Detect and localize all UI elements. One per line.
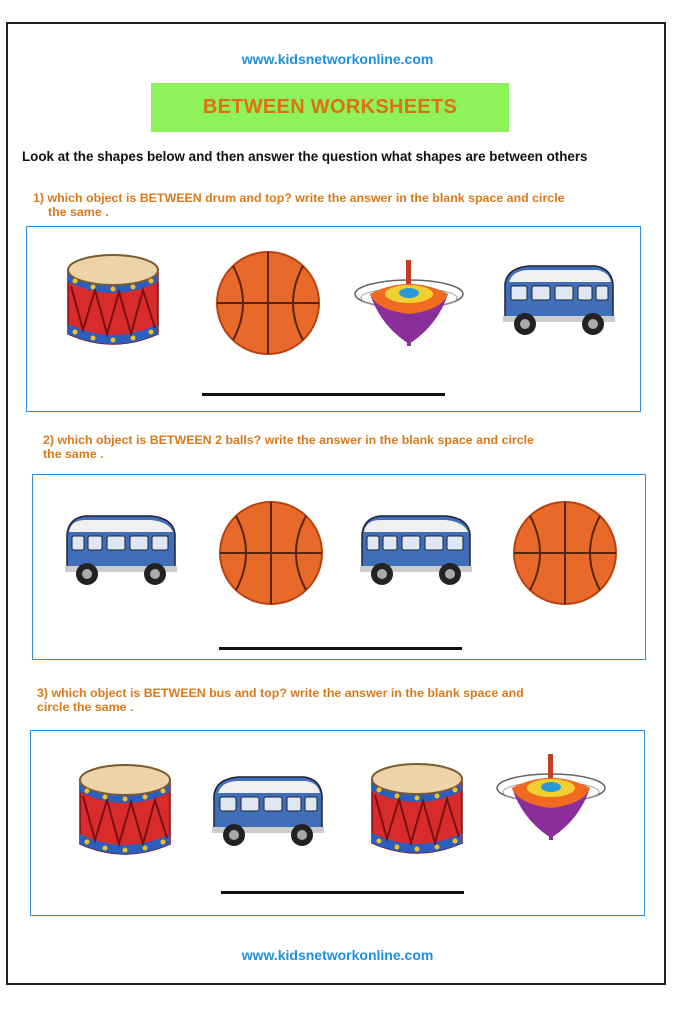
title-banner [151, 83, 509, 132]
drum-icon[interactable] [367, 757, 467, 861]
question-1-line2: the same . [48, 205, 109, 219]
site-url-top[interactable]: www.kidsnetworkonline.com [241, 51, 434, 67]
answer-line-3[interactable] [221, 891, 464, 894]
drum-icon[interactable] [63, 248, 163, 352]
question-3-line2: circle the same . [37, 700, 134, 714]
page-title: BETWEEN WORKSHEETS [202, 96, 458, 118]
question-2 [43, 433, 534, 461]
spinning-top-icon[interactable] [352, 258, 466, 348]
bus-icon[interactable] [63, 512, 181, 592]
basketball-icon[interactable] [215, 250, 321, 356]
bus-icon[interactable] [208, 773, 326, 853]
bus-icon[interactable] [499, 262, 617, 342]
bus-icon[interactable] [358, 512, 476, 592]
question-1-line1: 1) which object is BETWEEN drum and top? write the answer in the blank space and circle [33, 191, 565, 205]
answer-line-2[interactable] [219, 647, 462, 650]
drum-icon[interactable] [75, 758, 175, 862]
basketball-icon[interactable] [218, 500, 324, 606]
question-2-line1: 2) which object is BETWEEN 2 balls? write the answer in the blank space and circle [43, 433, 534, 447]
answer-line-1[interactable] [202, 393, 445, 396]
site-url-bottom[interactable]: www.kidsnetworkonline.com [241, 947, 434, 963]
question-2-line2: the same . [43, 447, 104, 461]
question-3 [37, 686, 524, 714]
question-1 [33, 191, 565, 219]
basketball-icon[interactable] [512, 500, 618, 606]
spinning-top-icon[interactable] [494, 752, 608, 842]
instructions: Look at the shapes below and then answer the question what shapes are between others [22, 149, 588, 164]
question-3-line1: 3) which object is BETWEEN bus and top? write the answer in the blank space and [37, 686, 524, 700]
